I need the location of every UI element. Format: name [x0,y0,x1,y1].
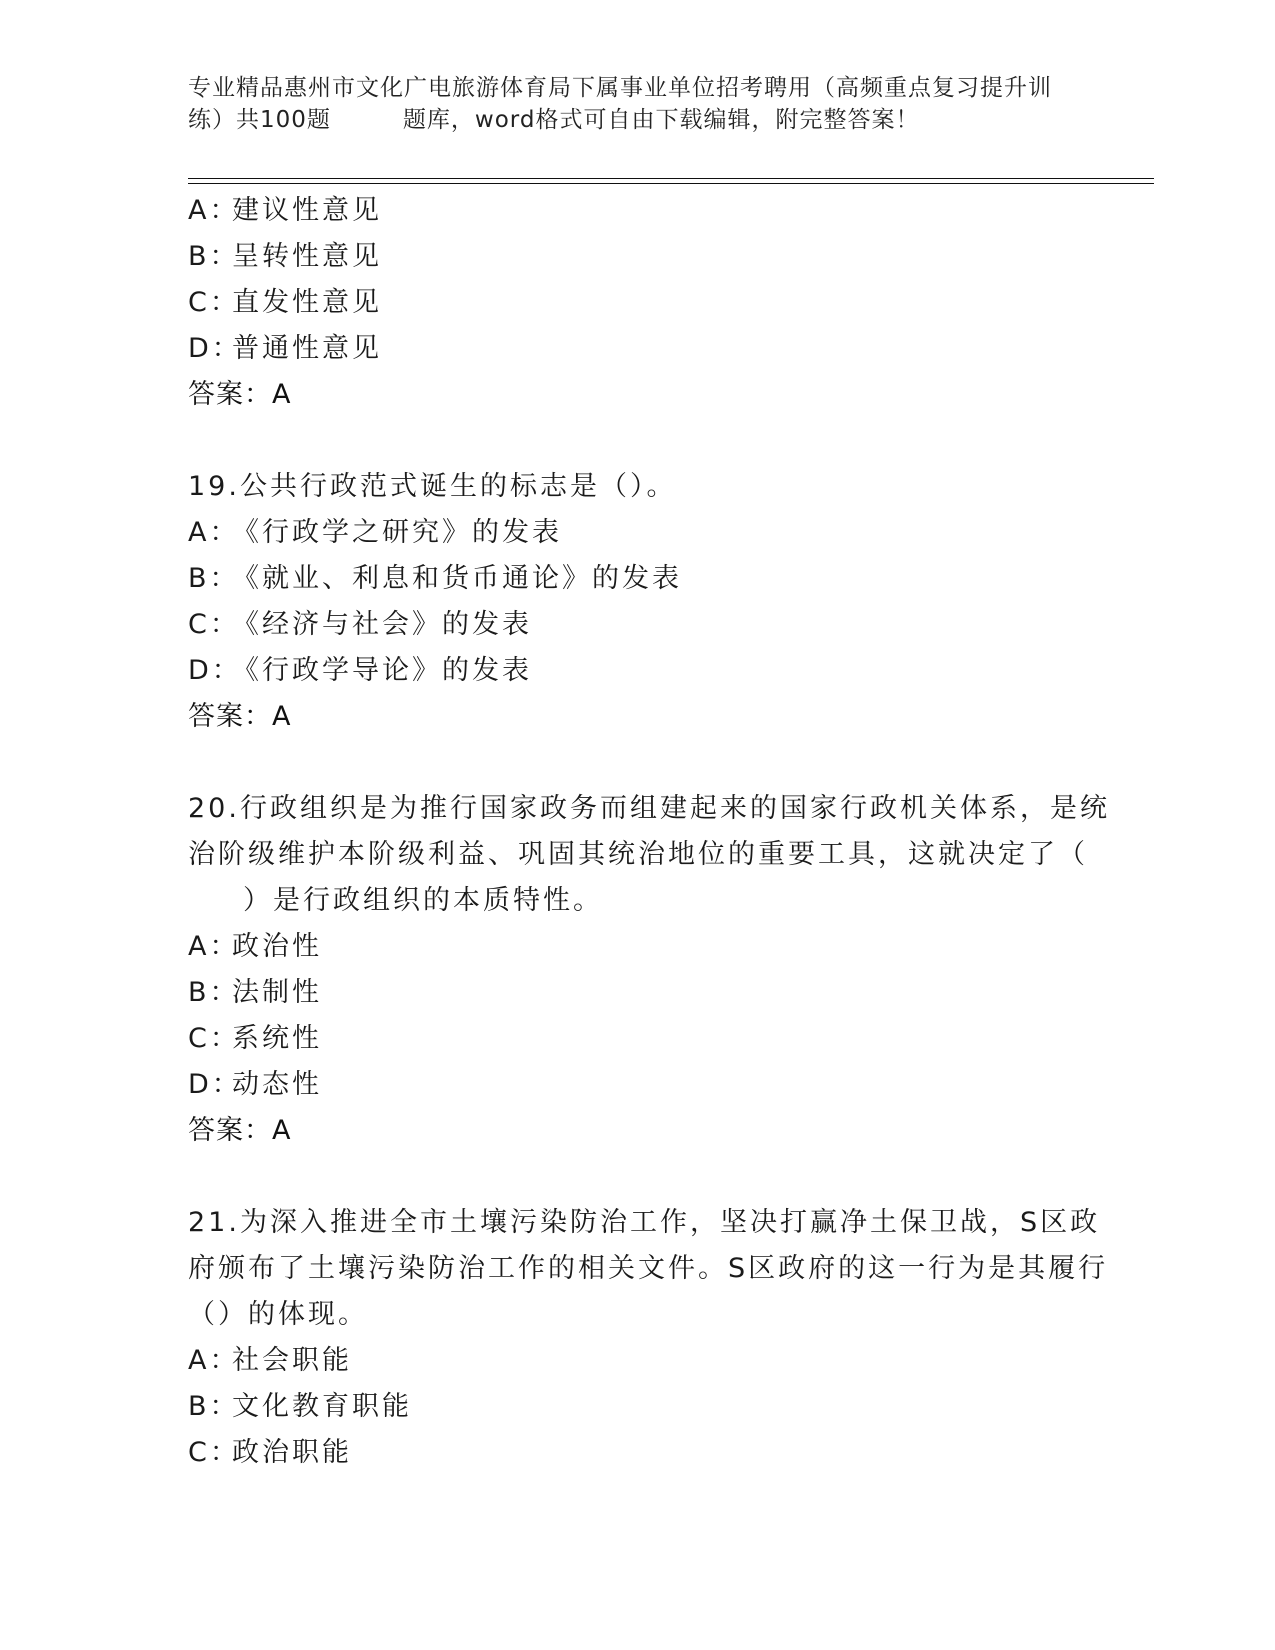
option-key: C： [188,287,240,318]
question-20 [188,786,1110,1154]
header-divider-thin [188,183,1154,184]
answer-line: 答案：A [188,379,292,410]
option-text: 文化教育职能 [232,1391,412,1422]
question-list [188,188,1110,1476]
option-c [188,1430,1088,1476]
header-line-2 [188,104,1088,136]
header-line-1: 专业精品惠州市文化广电旅游体育局下属事业单位招考聘用（高频重点复习提升训 [188,75,1052,101]
option-key: B： [188,563,240,594]
option-text: 《就业、利息和货币通论》的发表 [232,563,682,594]
answer-line: 答案：A [188,1115,292,1146]
option-key: B： [188,977,240,1008]
option-text: 直发性意见 [232,287,382,318]
option-a [188,510,1088,556]
header-line-2-part-a: 练）共100题 [188,107,331,133]
option-text: 动态性 [232,1069,322,1100]
option-a [188,1338,1088,1384]
question-spacer [188,1154,1088,1200]
option-text: 《经济与社会》的发表 [232,609,532,640]
option-b [188,234,1088,280]
header-divider-thick [188,178,1154,179]
question-stem-line-3: （）的体现。 [188,1299,368,1330]
option-key: D： [188,333,242,364]
option-text: 政治性 [232,931,322,962]
option-key: B： [188,1391,240,1422]
option-text: 呈转性意见 [232,241,382,272]
option-text: 政治职能 [232,1437,352,1468]
question-stem: 19.公共行政范式诞生的标志是（）。 [188,471,677,502]
option-key: B： [188,241,240,272]
question-stem-line-2: 府颁布了土壤污染防治工作的相关文件。S区政府的这一行为是其履行 [188,1253,1109,1284]
answer-line: 答案：A [188,701,292,732]
question-spacer [188,418,1088,464]
option-c [188,602,1088,648]
question-stem-line-3: ）是行政组织的本质特性。 [243,885,603,916]
option-b [188,1384,1088,1430]
option-text: 《行政学导论》的发表 [232,655,532,686]
option-key: A： [188,931,240,962]
question-21 [188,1200,1109,1476]
option-key: A： [188,517,240,548]
option-b [188,556,1088,602]
option-d [188,326,1088,372]
option-key: D： [188,655,242,686]
question-stem-line-2: 治阶级维护本阶级利益、巩固其统治地位的重要工具，这就决定了（ [188,839,1088,870]
option-text: 法制性 [232,977,322,1008]
option-c [188,1016,1088,1062]
option-a [188,924,1088,970]
option-key: D： [188,1069,242,1100]
question-spacer [188,740,1088,786]
option-text: 建议性意见 [232,195,382,226]
option-text: 普通性意见 [232,333,382,364]
header-line-2-part-b: 题库，word格式可自由下载编辑，附完整答案！ [402,107,920,133]
option-key: C： [188,1023,240,1054]
option-text: 《行政学之研究》的发表 [232,517,562,548]
option-key: A： [188,195,240,226]
question-stem-line-1: 20.行政组织是为推行国家政务而组建起来的国家行政机关体系，是统 [188,793,1110,824]
option-key: C： [188,1437,240,1468]
option-c [188,280,1088,326]
question-18 [188,188,1088,418]
question-stem-line-1: 21.为深入推进全市土壤污染防治工作，坚决打赢净土保卫战，S区政 [188,1207,1101,1238]
option-key: A： [188,1345,240,1376]
option-key: C： [188,609,240,640]
option-d [188,1062,1088,1108]
option-text: 社会职能 [232,1345,352,1376]
option-d [188,648,1088,694]
question-19 [188,464,1088,740]
option-text: 系统性 [232,1023,322,1054]
option-a [188,188,1088,234]
document-header [188,72,1088,136]
option-b [188,970,1088,1016]
